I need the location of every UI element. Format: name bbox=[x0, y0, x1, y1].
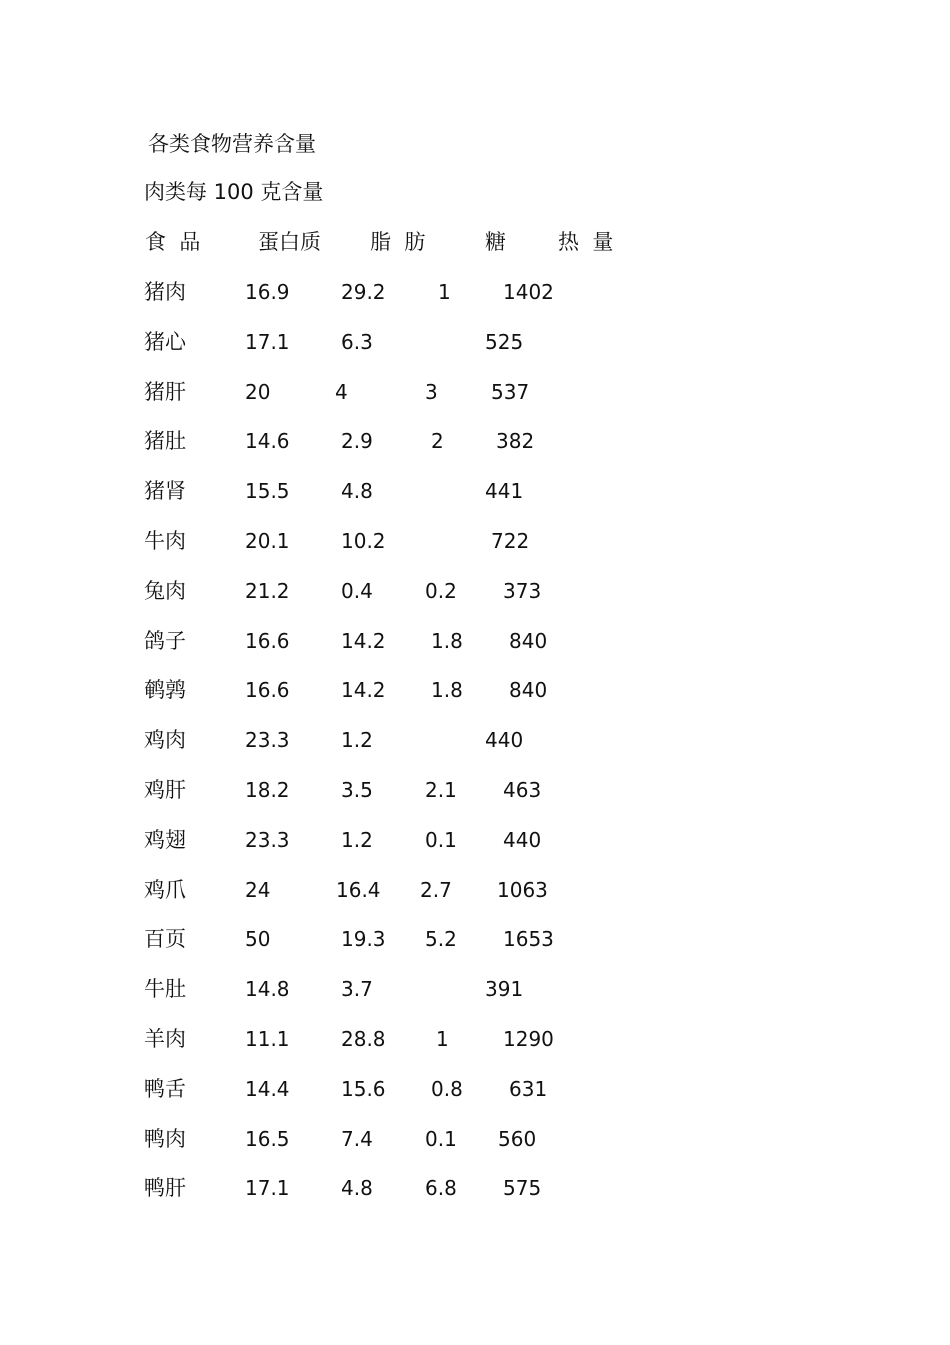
cell-food-name: 鸭肉 bbox=[144, 1126, 186, 1151]
table-row bbox=[0, 676, 950, 706]
cell-fat: 28.8 bbox=[341, 1027, 386, 1051]
cell-calories: 537 bbox=[491, 379, 530, 404]
cell-calories: 373 bbox=[503, 578, 542, 603]
cell-protein: 17.1 bbox=[245, 1176, 290, 1201]
cell-calories: 440 bbox=[503, 827, 542, 852]
cell-fat: 19.3 bbox=[341, 927, 386, 952]
cell-protein: 16.6 bbox=[245, 678, 290, 703]
cell-calories: 840 bbox=[509, 678, 548, 703]
cell-fat: 1.2 bbox=[341, 827, 373, 852]
cell-fat: 4 bbox=[335, 379, 348, 404]
cell-sugar: 0.8 bbox=[431, 1076, 463, 1101]
cell-food-name: 鹌鹑 bbox=[144, 678, 186, 703]
cell-food-name: 牛肉 bbox=[144, 529, 186, 553]
cell-calories: 441 bbox=[485, 479, 524, 504]
cell-food-name: 猪肚 bbox=[144, 429, 186, 454]
table-row bbox=[0, 378, 950, 408]
header-calories: 热 量 bbox=[558, 230, 614, 254]
document-title: 各类食物营养含量 bbox=[148, 132, 316, 156]
cell-calories: 840 bbox=[509, 628, 548, 653]
table-row bbox=[0, 1075, 950, 1105]
table-row bbox=[0, 477, 950, 507]
cell-calories: 560 bbox=[498, 1126, 537, 1151]
document-subtitle: 肉类每 100 克含量 bbox=[144, 180, 324, 204]
cell-fat: 3.5 bbox=[341, 778, 373, 802]
cell-protein: 16.6 bbox=[245, 628, 290, 653]
cell-calories: 575 bbox=[503, 1176, 542, 1201]
table-row bbox=[0, 975, 950, 1005]
table-row bbox=[0, 1025, 950, 1055]
cell-protein: 15.5 bbox=[245, 479, 290, 504]
cell-sugar: 0.1 bbox=[425, 1126, 457, 1151]
table-row bbox=[0, 278, 950, 308]
cell-food-name: 羊肉 bbox=[144, 1027, 186, 1051]
cell-food-name: 兔肉 bbox=[144, 578, 186, 603]
cell-protein: 11.1 bbox=[245, 1027, 290, 1051]
cell-sugar: 5.2 bbox=[425, 927, 457, 952]
cell-sugar: 1 bbox=[436, 1027, 449, 1051]
cell-fat: 14.2 bbox=[341, 678, 386, 703]
cell-food-name: 猪心 bbox=[144, 329, 186, 354]
table-row bbox=[0, 1125, 950, 1155]
cell-sugar: 2.1 bbox=[425, 778, 457, 802]
cell-fat: 29.2 bbox=[341, 280, 386, 304]
cell-calories: 1063 bbox=[497, 877, 548, 902]
cell-calories: 382 bbox=[496, 429, 535, 454]
cell-fat: 15.6 bbox=[341, 1076, 386, 1101]
cell-calories: 1653 bbox=[503, 927, 554, 952]
cell-sugar: 1 bbox=[438, 280, 451, 304]
cell-fat: 4.8 bbox=[341, 1176, 373, 1201]
cell-protein: 17.1 bbox=[245, 329, 290, 354]
header-sugar: 糖 bbox=[485, 230, 506, 254]
cell-food-name: 鸽子 bbox=[144, 628, 186, 653]
header-fat: 脂 肪 bbox=[370, 230, 426, 254]
header-food: 食 品 bbox=[145, 230, 201, 254]
cell-fat: 10.2 bbox=[341, 529, 386, 553]
cell-protein: 14.6 bbox=[245, 429, 290, 454]
cell-fat: 2.9 bbox=[341, 429, 373, 454]
cell-fat: 0.4 bbox=[341, 578, 373, 603]
cell-sugar: 0.1 bbox=[425, 827, 457, 852]
cell-food-name: 猪肝 bbox=[144, 379, 186, 404]
table-row bbox=[0, 577, 950, 607]
cell-protein: 23.3 bbox=[245, 728, 290, 753]
cell-protein: 16.5 bbox=[245, 1126, 290, 1151]
cell-protein: 24 bbox=[245, 877, 271, 902]
cell-food-name: 猪肾 bbox=[144, 479, 186, 504]
cell-calories: 391 bbox=[485, 977, 524, 1002]
table-row bbox=[0, 427, 950, 457]
cell-protein: 16.9 bbox=[245, 280, 290, 304]
cell-protein: 20.1 bbox=[245, 529, 290, 553]
cell-food-name: 鸡肝 bbox=[144, 778, 186, 802]
cell-sugar: 3 bbox=[425, 379, 438, 404]
cell-fat: 1.2 bbox=[341, 728, 373, 753]
cell-food-name: 鸡翅 bbox=[144, 827, 186, 852]
table-row bbox=[0, 726, 950, 756]
cell-calories: 1402 bbox=[503, 280, 554, 304]
cell-fat: 3.7 bbox=[341, 977, 373, 1002]
cell-food-name: 鸡爪 bbox=[144, 877, 186, 902]
cell-food-name: 鸡肉 bbox=[144, 728, 186, 753]
table-row bbox=[0, 925, 950, 955]
cell-calories: 722 bbox=[491, 529, 530, 553]
cell-food-name: 猪肉 bbox=[144, 280, 186, 304]
cell-calories: 463 bbox=[503, 778, 542, 802]
cell-fat: 7.4 bbox=[341, 1126, 373, 1151]
table-row bbox=[0, 776, 950, 806]
cell-calories: 1290 bbox=[503, 1027, 554, 1051]
cell-protein: 14.8 bbox=[245, 977, 290, 1002]
cell-food-name: 牛肚 bbox=[144, 977, 186, 1002]
table-row bbox=[0, 527, 950, 557]
cell-food-name: 鸭肝 bbox=[144, 1176, 186, 1201]
cell-protein: 21.2 bbox=[245, 578, 290, 603]
cell-sugar: 2.7 bbox=[420, 877, 452, 902]
table-row bbox=[0, 328, 950, 358]
cell-sugar: 1.8 bbox=[431, 628, 463, 653]
table-row bbox=[0, 627, 950, 657]
cell-sugar: 0.2 bbox=[425, 578, 457, 603]
cell-fat: 16.4 bbox=[336, 877, 381, 902]
cell-protein: 50 bbox=[245, 927, 271, 952]
cell-calories: 525 bbox=[485, 329, 524, 354]
cell-calories: 440 bbox=[485, 728, 524, 753]
table-row bbox=[0, 876, 950, 906]
cell-fat: 4.8 bbox=[341, 479, 373, 504]
cell-sugar: 1.8 bbox=[431, 678, 463, 703]
cell-food-name: 百页 bbox=[144, 927, 186, 952]
cell-fat: 14.2 bbox=[341, 628, 386, 653]
cell-food-name: 鸭舌 bbox=[144, 1076, 186, 1101]
cell-protein: 20 bbox=[245, 379, 271, 404]
cell-sugar: 6.8 bbox=[425, 1176, 457, 1201]
cell-protein: 23.3 bbox=[245, 827, 290, 852]
cell-sugar: 2 bbox=[431, 429, 444, 454]
cell-protein: 18.2 bbox=[245, 778, 290, 802]
table-row bbox=[0, 1174, 950, 1204]
header-protein: 蛋白质 bbox=[258, 230, 321, 254]
cell-fat: 6.3 bbox=[341, 329, 373, 354]
cell-calories: 631 bbox=[509, 1076, 548, 1101]
cell-protein: 14.4 bbox=[245, 1076, 290, 1101]
table-row bbox=[0, 826, 950, 856]
